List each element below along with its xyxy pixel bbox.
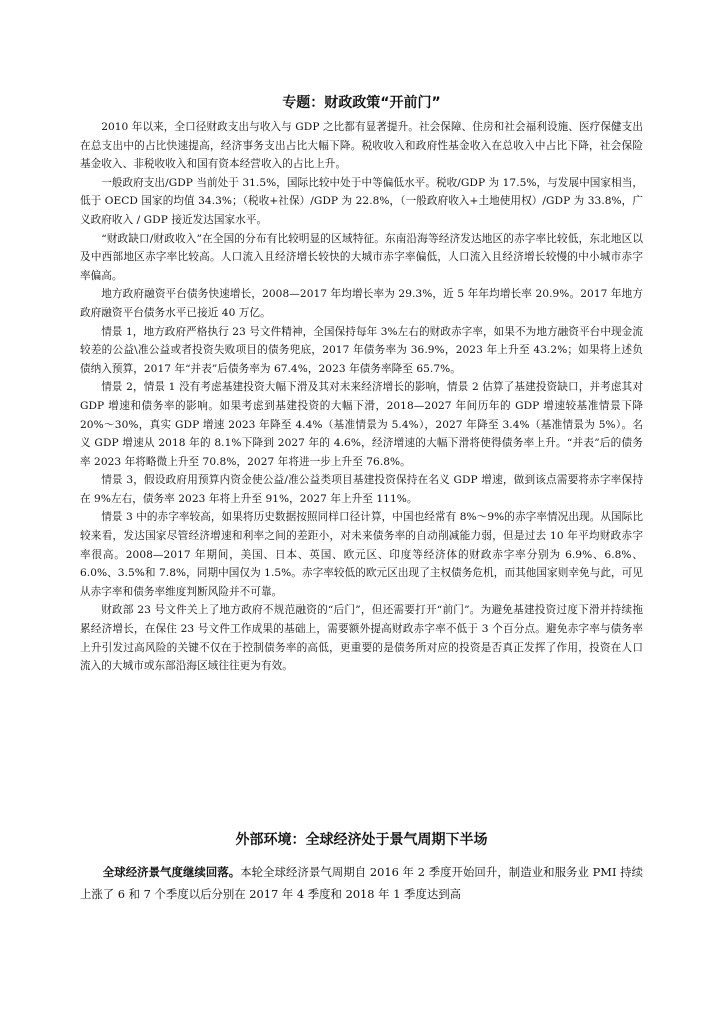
paragraph: 财政部 23 号文件关上了地方政府不规范融资的“后门”，但还需要打开“前门”。为避免基建投资过度下滑并持续拖累经济增长，在保住 23 号文件工作成果的基础上，需要额外提高财政赤字率不低于 3 个百分点。避免赤字率与债务率上升引发过高风险的关键不仅在于控制债务率的高低，更重要的是债务所对应的投资是否真正发挥了作用，投资在人口流入的大城市或东部沿海区域往往更为有效。 (80, 604, 643, 673)
paragraph: 情景 2，情景 1 没有考虑基建投资大幅下滑及其对未来经济增长的影响，情景 2 估算了基建投资缺口，并考虑其对 GDP 增速和债务率的影响。如果考虑到基建投资的大幅下滑，2018—2027 年间历年的 GDP 增速较基准情景下降 20%～30%，真实 GDP 增速 2023 年降至 4.4%（基准情景为 5.4%），2027 年降至 3.4%（基准情景为 5%）。名义 GDP 增速从 2018 年的 8.1%下降到 2027 年的 4.6%，经济增速的大幅下滑将使得债务率上升。“并表”后的债务率 2023 年将略微上升至 70.8%，2027 年将进一步上升至 76.8%。 (80, 381, 643, 468)
section-title: 专题：财政政策“开前门” (282, 95, 441, 111)
section-fiscal-policy (80, 92, 643, 676)
paragraph: “财政缺口/财政收入”在全国的分布有比较明显的区域特征。东南沿海等经济发达地区的赤字率比较低，东北地区以及中西部地区赤字率比较高。人口流入且经济增长较快的大城市赤字率偏低，人口流入且经济增长较慢的中小城市赤字率偏高。 (80, 232, 643, 282)
paragraph: 情景 1，地方政府严格执行 23 号文件精神，全国保持每年 3%左右的财政赤字率，如果不为地方融资平台中现金流较差的公益\准公益或者投资失败项目的债务兜底，2017 年债务率为 36.9%，2023 年上升至 43.2%；如果将上述负债纳入预算，2017 年“并表”后债务率为 67.4%，2023 年债务率降至 65.7%。 (80, 325, 643, 375)
section-external-environment (80, 829, 643, 905)
paragraph: 2010 年以来，全口径财政支出与收入与 GDP 之比都有显著提升。社会保障、住房和社会福利设施、医疗保健支出在总支出中的占比快速提高，经济事务支出占比大幅下降。税收收入和政府性基金收入在总收入中占比下降，社会保险基金收入、非税收收入和国有资本经营收入的占比上升。 (80, 121, 643, 171)
paragraph: 情景 3 中的赤字率较高，如果将历史数据按照同样口径计算，中国也经常有 8%～9%的赤字率情况出现。从国际比较来看，发达国家尽管经济增速和利率之间的差距小，对未来债务率的自动削减能力弱，但是过去 10 年平均财政赤字率很高。2008—2017 年期间，美国、日本、英国、欧元区、印度等经济体的财政赤字率分别为 6.9%、6.8%、6.0%、3.5%和 7.8%，同期中国仅为 1.5%。赤字率较低的欧元区出现了主权债务危机，而其他国家则幸免与此，可见从赤字率和债务率维度判断风险并不可靠。 (80, 511, 643, 598)
section-title: 外部环境：全球经济处于景气周期下半场 (235, 832, 488, 848)
paragraph: 地方政府融资平台债务快速增长，2008—2017 年均增长率为 29.3%，近 5 年年均增长率 20.9%。2017 年地方政府融资平台债务水平已接近 40 万亿。 (80, 288, 643, 319)
paragraph: 一般政府支出/GDP 当前处于 31.5%，国际比较中处于中等偏低水平。税收/GDP 为 17.5%，与发展中国家相当，低于 OECD 国家的均值 34.3%；（税收+社保）/GDP 为 22.8%，（一般政府收入+土地使用权）/GDP 为 33.8%，广义政府收入 / GDP 接近发达国家水平。 (80, 176, 643, 226)
paragraph: 情景 3，假设政府用预算内资金使公益/准公益类项目基建投资保持在名义 GDP 增速，做到该点需要将赤字率保持在 9%左右，债务率 2023 年将上升至 91%，2027 年上升至 111%。 (80, 474, 643, 505)
paragraph (80, 861, 643, 905)
paragraph-text: 本轮全球经济景气周期自 2016 年 2 季度开始回升，制造业和服务业 PMI 持续上涨了 6 和 7 个季度以后分别在 2017 年 4 季度和 2018 年 1 季度达到高 (80, 865, 643, 901)
lead-sentence: 全球经济景气度继续回落。 (102, 865, 241, 879)
